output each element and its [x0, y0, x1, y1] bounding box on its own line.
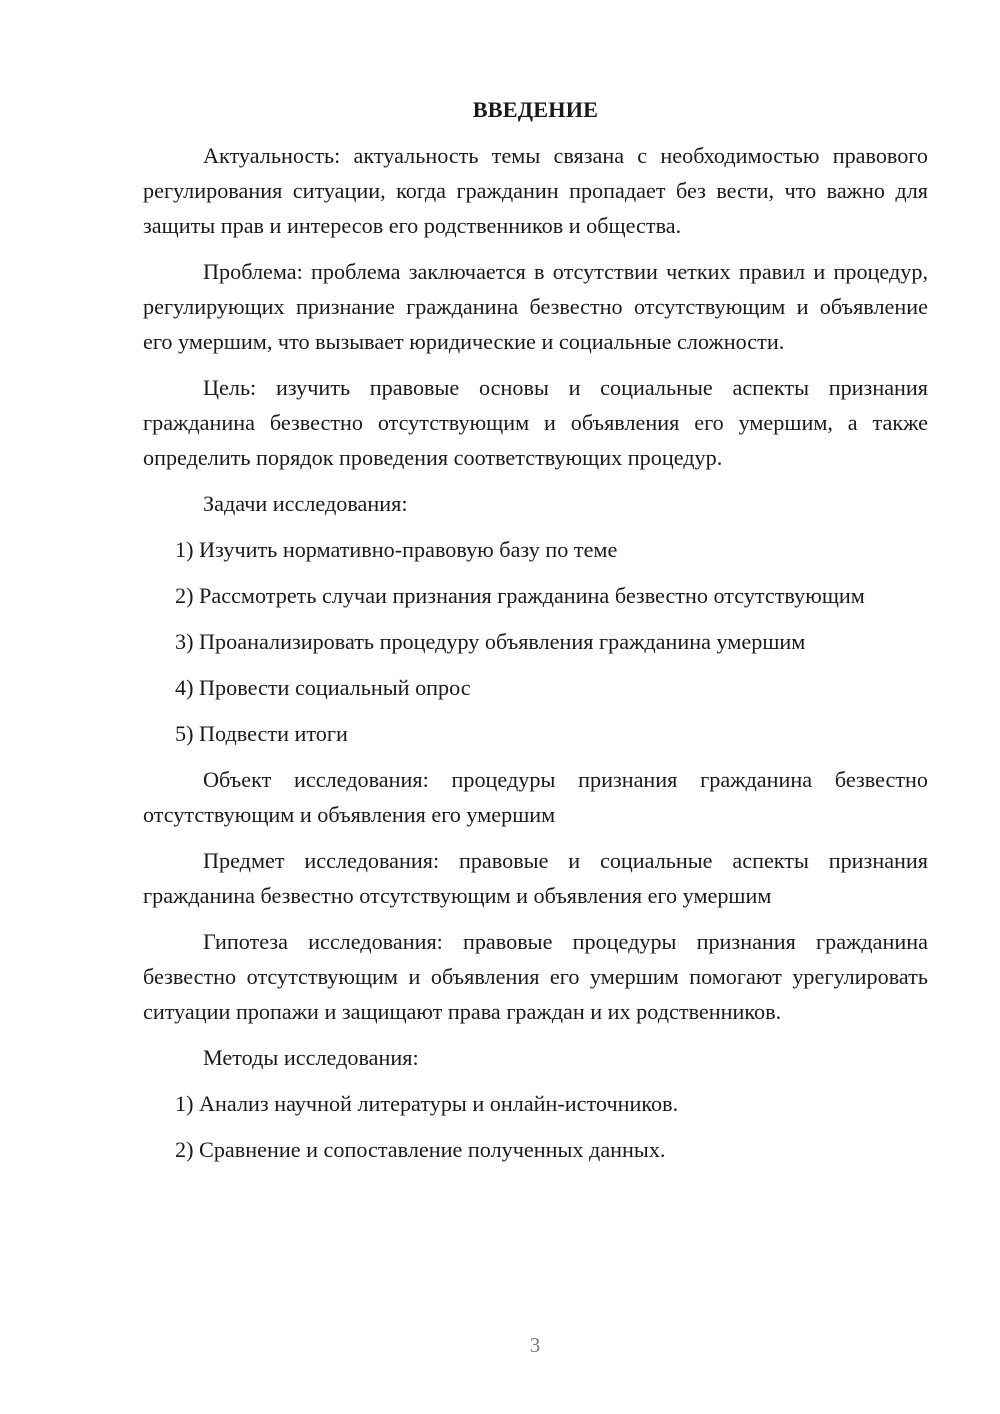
method-item: 2) Сравнение и сопоставление полученных данных.: [175, 1137, 666, 1162]
subject-paragraph: Предмет исследования: правовые и социальные аспекты признания гражданина безвестно отсутствующим и объявления его умершим: [143, 848, 928, 908]
task-item: 4) Провести социальный опрос: [175, 675, 471, 700]
task-item: 2) Рассмотреть случаи признания гражданина безвестно отсутствующим: [175, 583, 865, 608]
methods-heading: Методы исследования:: [203, 1045, 419, 1070]
method-item: 1) Анализ научной литературы и онлайн-источников.: [175, 1091, 679, 1116]
object-paragraph: Объект исследования: процедуры признания гражданина безвестно отсутствующим и объявления его умершим: [143, 767, 928, 827]
problem-paragraph: Проблема: проблема заключается в отсутствии четких правил и процедур, регулирующих признание гражданина безвестно отсутствующим и объявление его умершим, что вызывает юридические и социальные сложности.: [143, 259, 928, 354]
hypothesis-paragraph: Гипотеза исследования: правовые процедуры признания гражданина безвестно отсутствующим и объявления его умершим помогают урегулировать ситуации пропажи и защищают права граждан и их родственников.: [143, 929, 928, 1024]
tasks-heading: Задачи исследования:: [203, 491, 408, 516]
page-title: ВВЕДЕНИЕ: [472, 97, 599, 122]
task-item: 5) Подвести итоги: [175, 721, 348, 746]
task-item: 3) Проанализировать процедуру объявления гражданина умершим: [175, 629, 806, 654]
goal-paragraph: Цель: изучить правовые основы и социальные аспекты признания гражданина безвестно отсутствующим и объявления его умершим, а также определить порядок проведения соответствующих процедур.: [143, 375, 928, 470]
relevance-paragraph: Актуальность: актуальность темы связана с необходимостью правового регулирования ситуации, когда гражданин пропадает без вести, что важно для защиты прав и интересов его родственников и общества.: [143, 143, 928, 238]
page-number: 3: [529, 1333, 541, 1357]
task-item: 1) Изучить нормативно-правовую базу по теме: [175, 537, 618, 562]
document-page: [143, 92, 928, 1178]
